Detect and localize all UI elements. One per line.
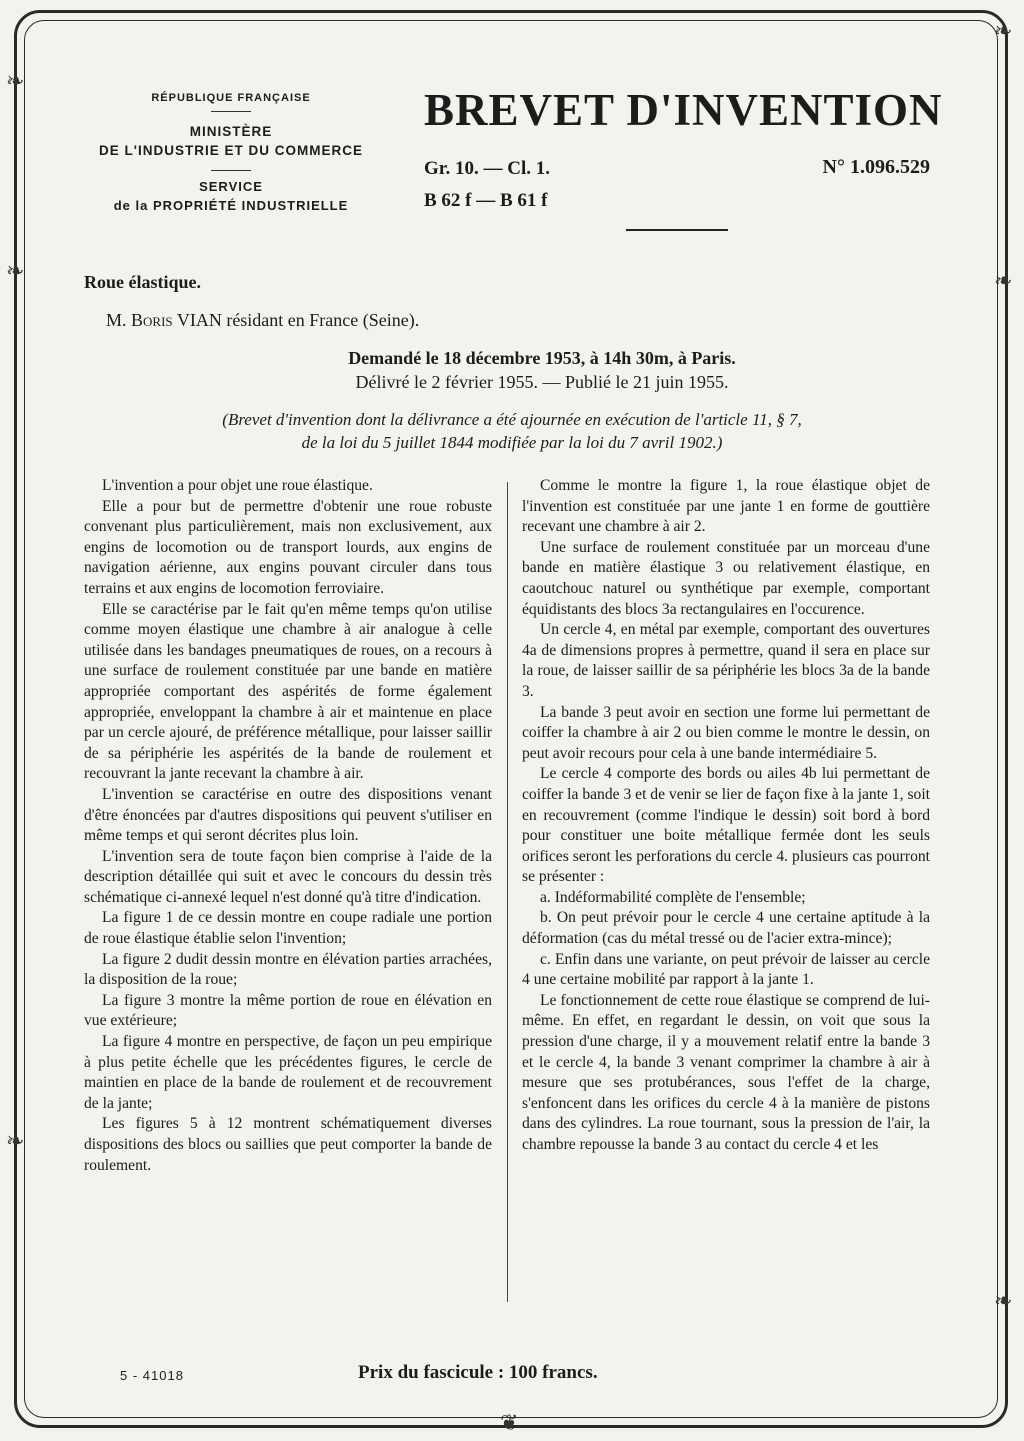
ornament-icon: ❧	[994, 268, 1013, 293]
column-divider	[507, 482, 508, 1302]
dates-block	[84, 346, 940, 394]
paragraph: c. Enfin dans une variante, on peut prévoir de laisser au cercle 4 une certaine mobilité par rapport à la jante 1.	[522, 950, 930, 989]
issued-date: Délivré le 2 février 1955. — Publié le 21 juin 1955.	[355, 372, 729, 392]
divider	[626, 229, 728, 231]
body-column-left	[84, 476, 492, 1176]
paragraph: La bande 3 peut avoir en section une forme lui permettant de coiffer la chambre à air 2 ou bien comme le montre le dessin, on peut avoir recours pour cela à une bande intermédiaire 5.	[522, 703, 930, 762]
inventor-details: VIAN résidant en France (Seine).	[176, 310, 420, 330]
inventor-first-name: Boris	[131, 310, 173, 330]
paragraph: La figure 1 de ce dessin montre en coupe radiale une portion de roue élastique établie selon l'invention;	[84, 909, 492, 948]
paragraph: Une surface de roulement constituée par un morceau d'une bande en matière élastique 3 ou relativement élastique, en caoutchouc naturel ou synthétique par exemple, comportant équidistants des blocs 3a rectangulaires en l'occurence.	[522, 538, 930, 618]
republic-label: RÉPUBLIQUE FRANÇAISE	[151, 92, 311, 104]
paragraph: Les figures 5 à 12 montrent schématiquement diverses dispositions des blocs ou saillies que peut comporter la bande de roulement.	[84, 1115, 492, 1174]
divider	[211, 170, 251, 171]
paragraph: Comme le montre la figure 1, la roue élastique objet de l'invention est constituée par une jante 1 en forme de gouttière recevant une chambre à air 2.	[522, 477, 930, 536]
paragraph: Le cercle 4 comporte des bords ou ailes 4b lui permettant de coiffer la bande 3 et de venir se lier de façon fixe à la jante 1, soit en recouvrement (comme l'indique le dessin) soit bord à bord pour constituer une boite métallique fermée dont les seuls orifices seront les perforations du cercle 4. plusieurs cas pourront se présenter :	[522, 765, 931, 886]
paragraph: La figure 4 montre en perspective, de façon un peu empirique à plus petite échelle que les précédentes figures, le cercle de maintien en place de la bande de roulement et de recouvrement de la jante;	[84, 1033, 492, 1112]
paragraph: L'invention se caractérise en outre des dispositions venant d'être énoncées par d'autres dispositions qui peuvent s'utiliser en même temps et qui seront décrites plus loin.	[84, 785, 492, 845]
inventor-line	[106, 310, 419, 331]
ministry-line-1: MINISTÈRE	[189, 124, 273, 139]
ornament-icon: ❧	[6, 68, 25, 93]
service-line-1: SERVICE	[199, 179, 263, 194]
ministry-line-2: DE L'INDUSTRIE ET DU COMMERCE	[99, 143, 363, 158]
international-class: B 62 f — B 61 f	[424, 190, 548, 211]
paragraph: L'invention a pour objet une roue élastique.	[102, 477, 373, 494]
group-class: Gr. 10. — Cl. 1.	[424, 158, 550, 179]
ornament-icon: ❦	[500, 1410, 519, 1435]
note-line-1: (Brevet d'invention dont la délivrance a été ajournée en exécution de l'article 11, § 7,	[222, 410, 802, 429]
paragraph: Elle se caractérise par le fait qu'en même temps qu'on utilise comme moyen élastique une chambre à air analogue à celle utilisée dans les bandages pneumatiques de roues, on a recours à une surface de roulement constituée par une bande en matière appropriée comportant des aspérités de forme également appropriée, enveloppant la chambre à air et maintenue en place par un cercle ajouré, de préférence métallique, pour laisser saillir de sa périphérie les aspérités de la bande de roulement et recouvrant la jante recevant la chambre à air.	[84, 600, 492, 783]
paragraph: La figure 3 montre la même portion de roue en élévation en vue extérieure;	[84, 991, 492, 1030]
deferral-note	[84, 408, 940, 454]
filed-date: Demandé le 18 décembre 1953, à 14h 30m, à Paris.	[348, 348, 736, 368]
issuing-authority	[78, 92, 384, 215]
inventor-prefix: M.	[106, 310, 127, 330]
service-line-2: de la PROPRIÉTÉ INDUSTRIELLE	[113, 198, 349, 213]
ornament-icon: ❧	[994, 18, 1013, 43]
ornament-icon: ❧	[6, 258, 25, 283]
patent-number: N° 1.096.529	[822, 156, 930, 178]
ornament-icon: ❧	[994, 1288, 1013, 1313]
patent-subject: Roue élastique.	[84, 272, 201, 292]
divider	[211, 111, 251, 112]
paragraph: L'invention sera de toute façon bien comprise à l'aide de la description détaillée qui suit et avec le concours du dessin très schématique ci-annexé lequel n'est donné qu'à titre d'indication.	[84, 847, 492, 906]
paragraph: a. Indéformabilité complète de l'ensemble;	[540, 888, 806, 906]
price-line: Prix du fascicule : 100 francs.	[358, 1362, 598, 1383]
paragraph: Elle a pour but de permettre d'obtenir une roue robuste convenant plus particulièrement, mais non exclusivement, aux engins de locomotion ou de transport lourds, aux engins de navigation aérienne, aux engins pouvant circuler dans tous terrains et aux engins de locomotion ferroviaire.	[84, 497, 492, 597]
ornament-icon: ❧	[6, 1128, 25, 1153]
paragraph: Un cercle 4, en métal par exemple, comportant des ouvertures 4a de dimensions propres à permettre, quand il sera en place sur la roue, de laisser saillir de sa périphérie les blocs 3a de la bande 3.	[522, 621, 930, 700]
document-title: BREVET D'INVENTION	[424, 85, 943, 135]
body-column-right	[522, 476, 930, 1156]
print-code: 5 - 41018	[120, 1368, 184, 1383]
paragraph: Le fonctionnement de cette roue élastique se comprend de lui-même. En effet, en regardant le dessin, on voit que sous la pression d'une charge, il y a mouvement relatif entre la bande 3 et le cercle 4, la bande 3 venant comprimer la chambre à air à mesure que ses protubérances, sous l'effet de la charge, s'enfoncent dans les orifices du cercle 4 à la manière de pistons dans des cylindres. La roue tournant, sous la pression de l'air, la chambre repousse la bande 3 au contact du cercle 4 et les	[522, 991, 930, 1153]
note-line-2: de la loi du 5 juillet 1844 modifiée par la loi du 7 avril 1902.)	[301, 433, 723, 452]
paragraph: La figure 2 dudit dessin montre en élévation parties arrachées, la disposition de la roue;	[84, 950, 492, 989]
paragraph: b. On peut prévoir pour le cercle 4 une certaine aptitude à la déformation (cas du métal tressé ou de l'acier extra-mince);	[522, 909, 930, 948]
